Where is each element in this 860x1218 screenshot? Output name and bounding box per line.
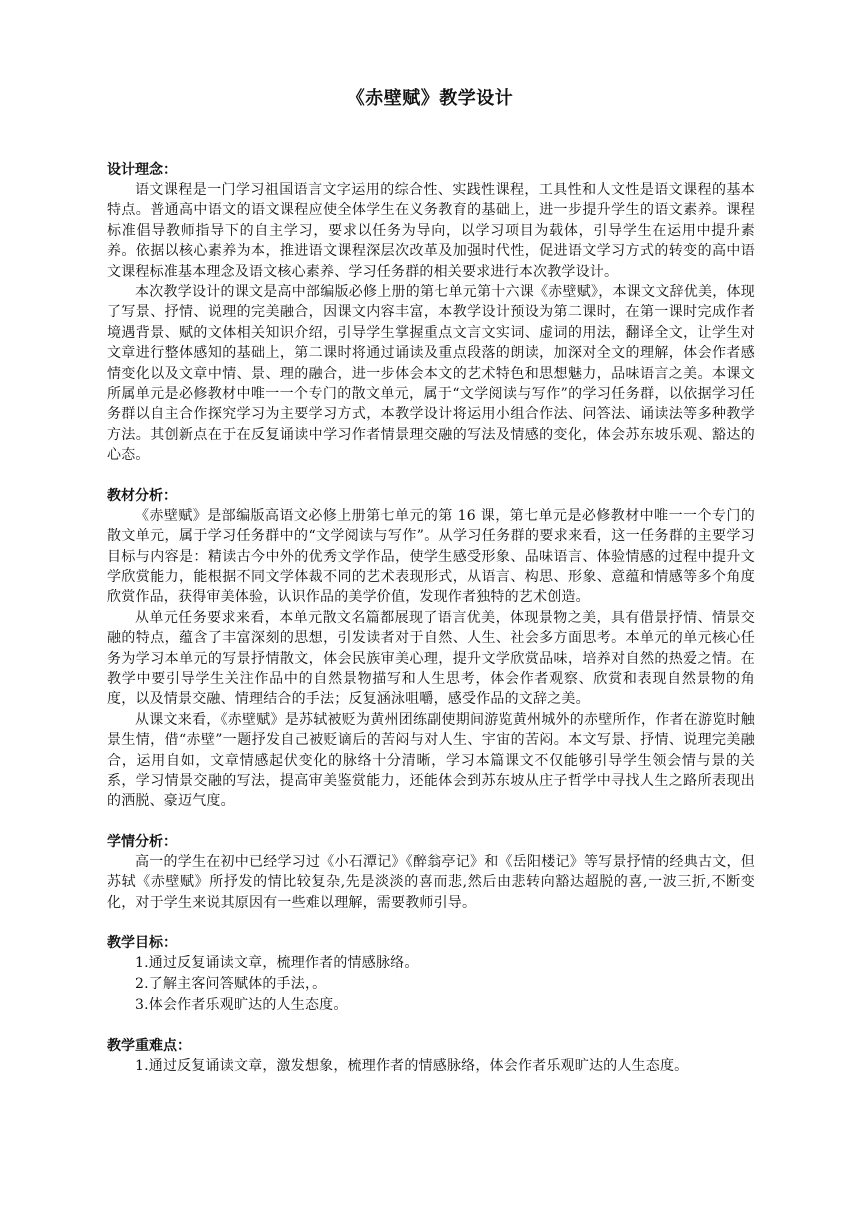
section-heading: 教材分析： [107,487,177,504]
paragraph: 从单元任务要求来看，本单元散文名篇都展现了语言优美，体现景物之美，具有借景抒情、情景交融的特点，蕴含了丰富深刻的思想，引发读者对于自然、人生、社会多方面思考。本单元的单元核心任务为学习本单元的写景抒情散文，体会民族审美心理，提升文学欣赏品味，培养对自然的热爱之情。在教学中要引导学生关注作品中的自然景物描写和人生思考，体会作者观察、欣赏和表现自然景物的角度，以及情景交融、情理结合的手法；反复涵泳咀嚼，感受作品的文辞之美。 [107,609,755,708]
document-body [107,160,755,1097]
section-design-concept [107,160,755,466]
section-learner-analysis [107,832,755,913]
section-heading: 设计理念： [107,162,177,178]
section-heading: 教学重难点： [107,1038,191,1054]
section-teaching-goals [107,933,755,1016]
paragraph: 从课文来看，《赤壁赋》是苏轼被贬为黄州团练副使期间游览黄州城外的赤壁所作，作者在游览时触景生情，借“赤壁”一题抒发自己被贬谪后的苦闷与对人生、宇宙的苦闷。本文写景、抒情、说理完美融合，运用自如，文章情感起伏变化的脉络十分清晰，学习本篇课文不仅能够引导学生领会情与景的关系，学习情景交融的写法，提高审美鉴赏能力，还能体会到苏东坡从庄子哲学中寻找人生之路所表现出的洒脱、豪迈气度。 [107,711,755,810]
paragraph: 《赤壁赋》是部编版高语文必修上册第七单元的第 16 课，第七单元是必修教材中唯一一个专门的散文单元，属于学习任务群中的“文学阅读与写作”。从学习任务群的要求来看，这一任务群的主要学习目标与内容是：精读古今中外的优秀文学作品，使学生感受形象、品味语言、体验情感的过程中提升文学欣赏能力，能根据不同文学体裁不同的艺术表现形式，从语言、构思、形象、意蕴和情感等多个角度欣赏作品，获得审美体验，认识作品的美学价值，发现作者独特的艺术创造。 [107,507,755,606]
list-item: 1.通过反复诵读文章，激发想象，梳理作者的情感脉络，体会作者乐观旷达的人生态度。 [135,1058,689,1074]
section-material-analysis [107,486,755,812]
paragraph: 高一的学生在初中已经学习过《小石潭记》《醉翁亭记》和《岳阳楼记》等写景抒情的经典古文，但苏轼《赤壁赋》所抒发的情比较复杂,先是淡淡的喜而悲,然后由悲转向豁达超脱的喜,一波三折,不断变化，对于学生来说其原因有一些难以理解，需要教师引导。 [107,853,755,911]
list-item: 1.通过反复诵读文章，梳理作者的情感脉络。 [135,955,419,971]
section-key-difficulties [107,1036,755,1077]
list-item: 3.体会作者乐观旷达的人生态度。 [135,997,348,1013]
paragraph: 本次教学设计的课文是高中部编版必修上册的第七单元第十六课《赤壁赋》，本课文文辞优美，体现了写景、抒情、说理的完美融合，因课文内容丰富，本教学设计预设为第二课时，在第一课时完成作者境遇背景、赋的文体相关知识介绍，引导学生掌握重点文言文实词、虚词的用法，翻译全文，让学生对文章进行整体感知的基础上，第二课时将通过诵读及重点段落的朗读，加深对全文的理解，体会作者感情变化以及文章中情、景、理的融合，进一步体会本文的艺术特色和思想魅力，品味语言之美。本课文所属单元是必修教材中唯一一个专门的散文单元，属于“文学阅读与写作”的学习任务群，以依据学习任务群以自主合作探究学习为主要学习方式，本教学设计将运用小组合作法、问答法、诵读法等多种教学方法。其创新点在于在反复诵读中学习作者情景理交融的写法及情感的变化，体会苏东坡乐观、豁达的心态。 [107,284,755,464]
section-heading: 教学目标： [107,935,177,951]
list-item: 2.了解主客问答赋体的手法，。 [135,976,327,992]
section-heading: 学情分析： [107,833,177,850]
document-title: 《赤壁赋》教学设计 [346,88,514,109]
paragraph: 语文课程是一门学习祖国语言文字运用的综合性、实践性课程，工具性和人文性是语文课程的基本特点。普通高中语文的语文课程应使全体学生在义务教育的基础上，进一步提升学生的语文素养。课程标准倡导教师指导下的自主学习，要求以任务为导向，以学习项目为载体，引导学生在运用中提升素养。依据以核心素养为本，推进语文课程深层次改革及加强时代性，促进语文学习方式的转变的高中语文课程标准基本理念及语文核心素养、学习任务群的相关要求进行本次教学设计。 [107,182,755,280]
